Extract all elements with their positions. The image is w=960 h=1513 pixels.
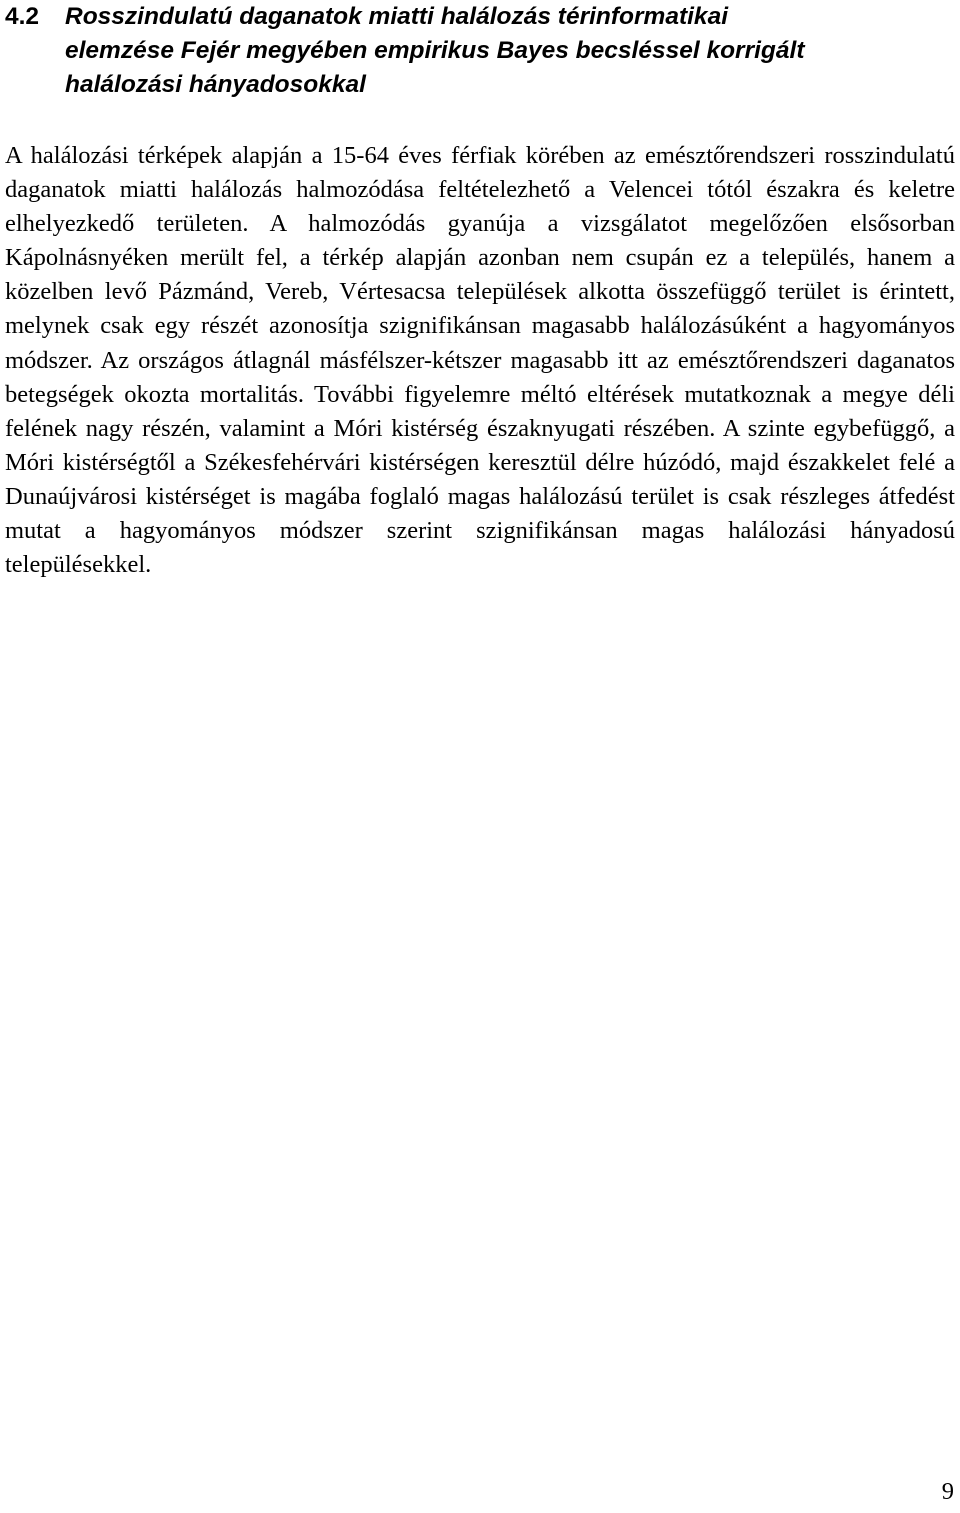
page-number: 9 [941, 1478, 954, 1505]
section-title-line-1: Rosszindulatú daganatok miatti halálozás térinformatikai [65, 3, 728, 30]
section-title-line-3: halálozási hányadosokkal [65, 71, 366, 98]
body-paragraph: A halálozási térképek alapján a 15-64 éves férfiak körében az emésztőrendszeri rosszindulatú daganatok miatti halálozás halmozódása feltételezhető a Velencei tótól északra és keletre elhelyezkedő területen. A halmozódás gyanúja a vizsgálatot megelőzően elsősorban Kápolnásnyéken merült fel, a térkép alapján azonban nem csupán ez a település, hanem a közelben levő Pázmánd, Vereb, Vértesacsa települések alkotta összefüggő terület is érintett, melynek csak egy részét azonosítja szignifikánsan magasabb halálozásúként a hagyományos módszer. Az országos átlagnál másfélszer-kétszer magasabb itt az emésztőrendszeri daganatos betegségek okozta mortalitás. További figyelemre méltó eltérések mutatkoznak a megye déli felének nagy részén, valamint a Móri kistérség északnyugati részében. A szinte egybefüggő, a Móri kistérségtől a Székesfehérvári kistérségen keresztül délre húzódó, majd északkelet felé a Dunaújvárosi kistérséget is magába foglaló magas halálozású terület is csak részleges átfedést mutat a hagyományos módszer szerint szignifikánsan magas halálozási hányadosú településekkel. [5, 142, 955, 579]
section-number: 4.2 [5, 3, 40, 30]
section-heading [5, 0, 955, 102]
section-title-line-2: elemzése Fejér megyében empirikus Bayes becsléssel korrigált [65, 37, 805, 64]
